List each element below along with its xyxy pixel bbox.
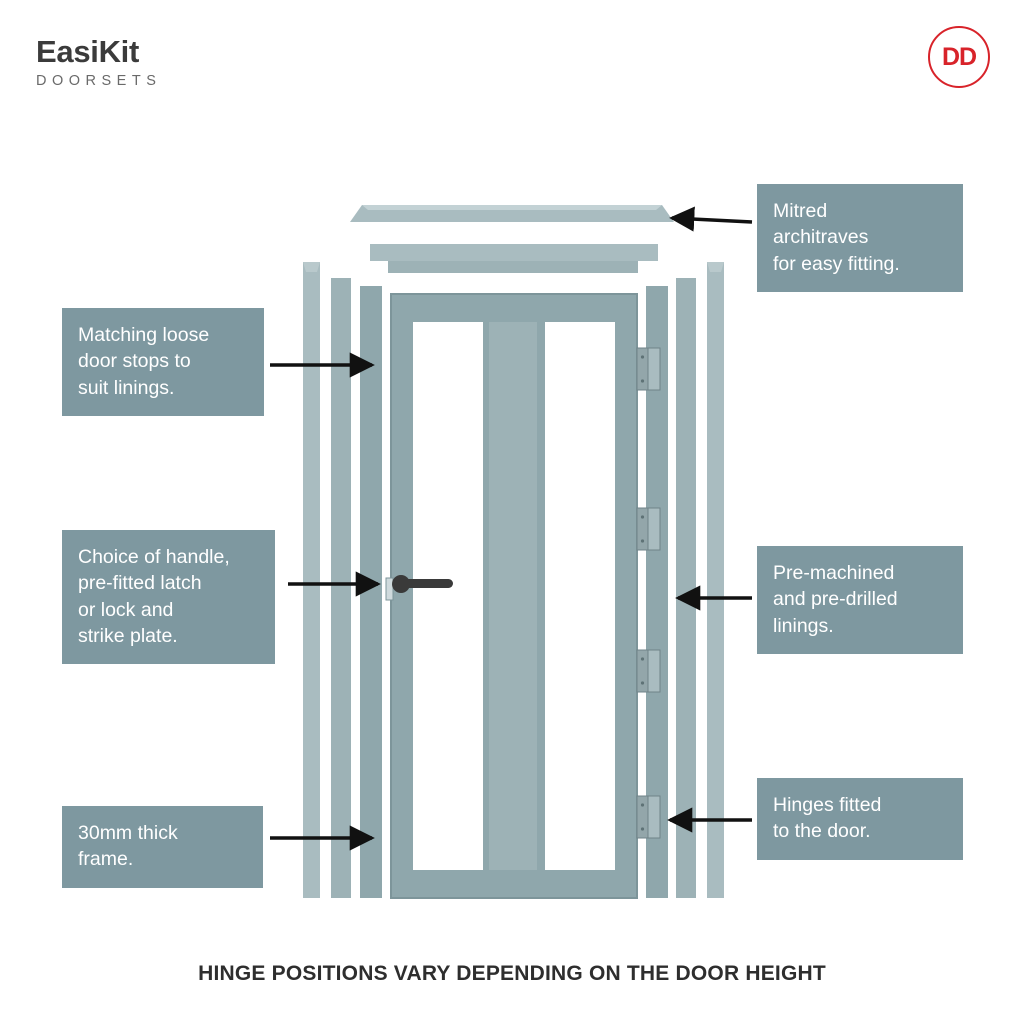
mitred-architrave-head	[350, 205, 674, 222]
callout-line: 30mm thick	[78, 822, 178, 844]
callout-line: architraves	[773, 226, 869, 249]
hinge-bottom	[637, 796, 660, 838]
hinge-top	[637, 348, 660, 390]
callout-line: strike plate.	[78, 624, 178, 647]
latch-strike-plate	[386, 578, 393, 600]
callout-hinges	[757, 778, 963, 860]
brand-subtitle: DOORSETS	[36, 73, 162, 89]
callout-line: Pre-machined	[773, 562, 895, 584]
callout-line: Mitred	[773, 200, 828, 222]
callout-linings	[757, 546, 963, 654]
brand-name: EasiKit	[36, 34, 139, 69]
door-panel-right	[545, 322, 615, 870]
right-lining	[676, 278, 696, 898]
hinge-lower-middle	[637, 650, 660, 692]
callout-line: pre-fitted latch	[78, 572, 202, 595]
callout-line: door stops to	[78, 350, 191, 373]
callout-frame-thickness	[62, 806, 263, 888]
hinge-upper-middle	[637, 508, 660, 550]
directdoors-logo-label: DD	[941, 42, 977, 71]
callout-line: frame.	[78, 848, 134, 871]
left-lining	[331, 278, 351, 898]
left-architrave	[303, 262, 320, 898]
callout-door-stops	[62, 308, 264, 416]
callout-line: Choice of handle,	[78, 546, 230, 568]
door-leaf	[391, 294, 637, 898]
footer-note: HINGE POSITIONS VARY DEPENDING ON THE DOOR HEIGHT	[198, 962, 826, 985]
left-door-stop	[360, 286, 382, 898]
callout-line: Hinges fitted	[773, 794, 882, 816]
callout-line: for easy fitting.	[773, 252, 900, 275]
callout-line: Matching loose	[78, 324, 210, 346]
callout-handle-latch	[62, 530, 275, 664]
arrow-mitred-architraves	[672, 218, 752, 222]
callout-line: and pre-drilled	[773, 588, 898, 611]
lining-head	[370, 244, 658, 273]
door-panel-centre	[489, 322, 537, 870]
callout-line: or lock and	[78, 598, 174, 621]
door-panel-left	[413, 322, 483, 870]
callout-line: to the door.	[773, 820, 871, 843]
callout-mitred-architraves	[757, 184, 963, 292]
callout-line: linings.	[773, 614, 834, 637]
right-architrave	[707, 262, 724, 898]
callout-line: suit linings.	[78, 376, 175, 399]
